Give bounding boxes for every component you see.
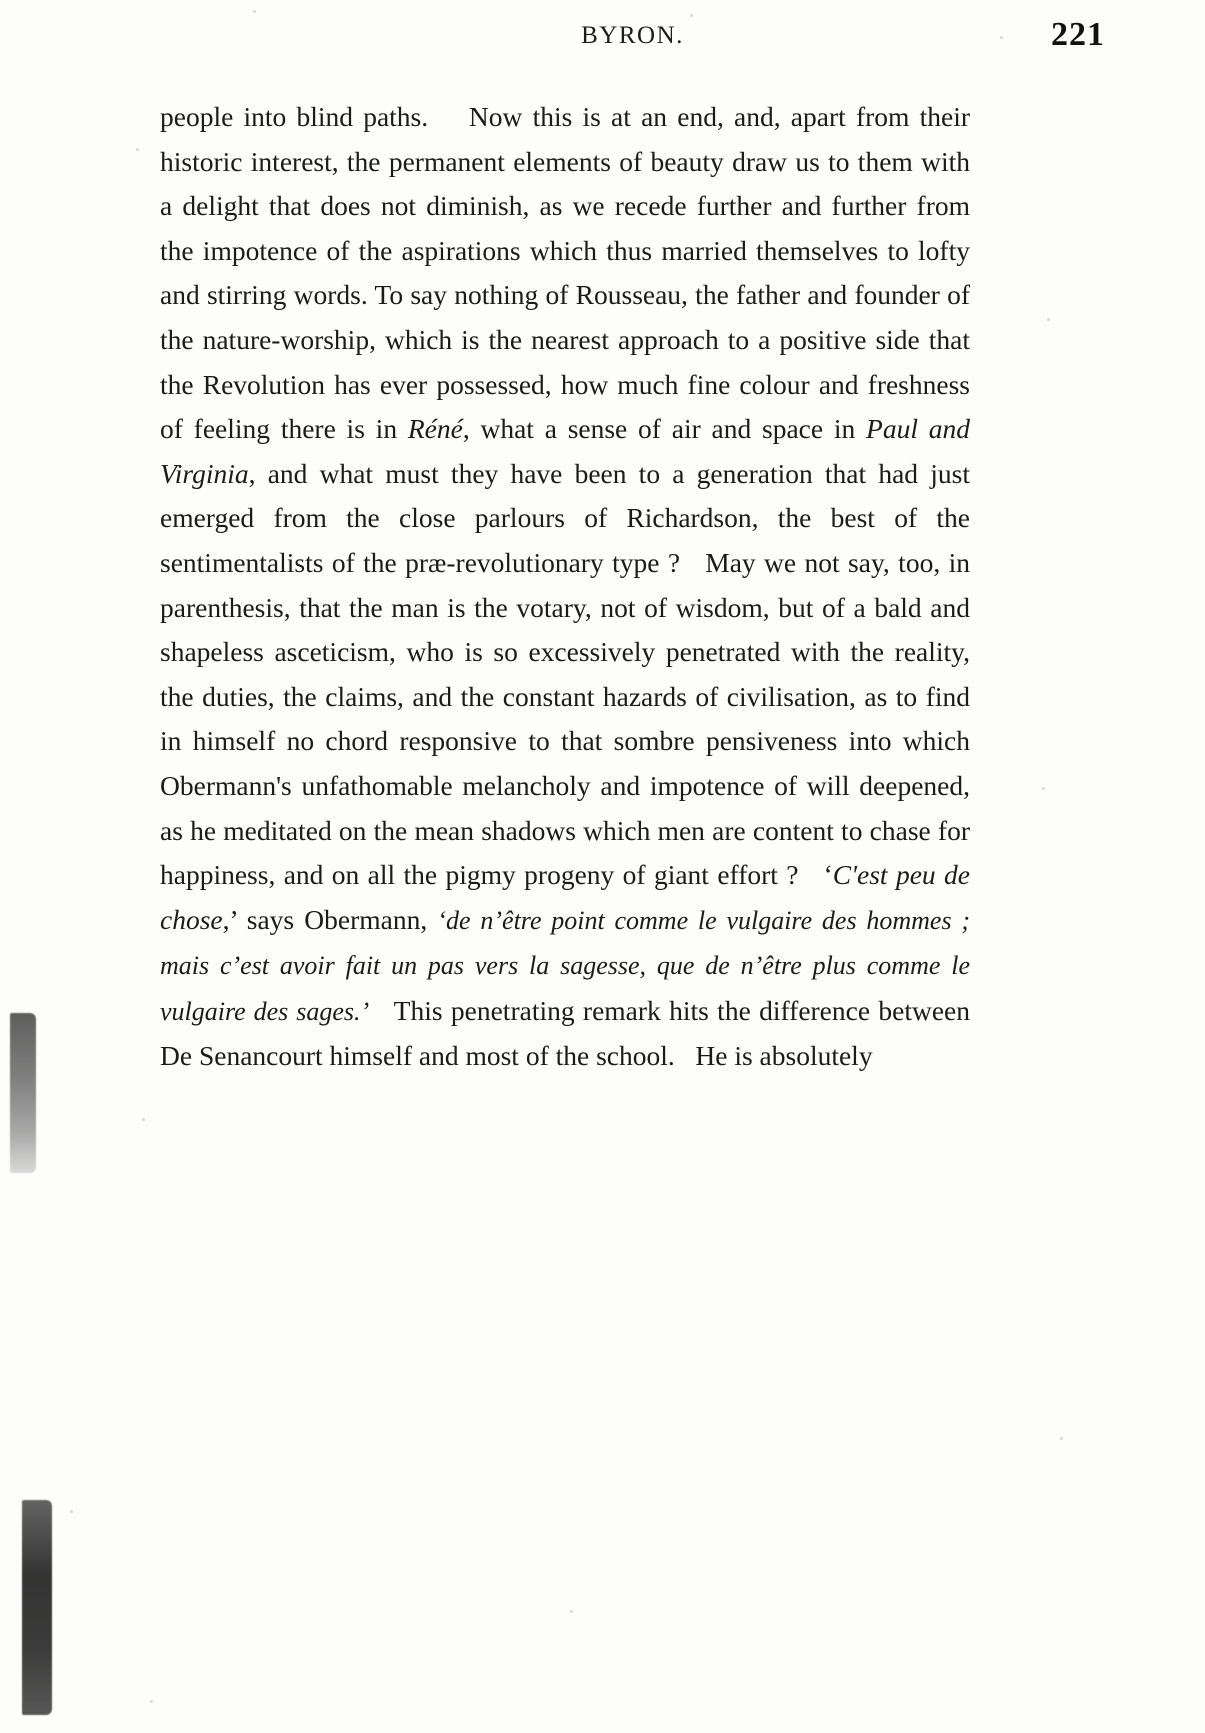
page-edge-smudge-bottom [22, 1500, 52, 1715]
paper-speckle [1060, 1437, 1063, 1440]
page-number: 221 [1051, 16, 1105, 53]
paper-speckle [142, 1118, 145, 1121]
paper-speckle [136, 148, 139, 151]
paper-speckle [253, 10, 256, 13]
paper-speckle [1047, 318, 1050, 321]
paper-speckle [70, 1510, 73, 1513]
body-text [160, 95, 970, 1079]
paper-speckle [150, 1700, 153, 1703]
page-edge-smudge-top [10, 1013, 36, 1173]
paper-speckle [690, 14, 693, 17]
paper-speckle [1042, 787, 1045, 790]
running-title: BYRON. [581, 22, 684, 49]
paragraph: people into blind paths. Now this is at an end, and, apart from their historic interest, the permanent elements of beauty draw us to them with a delight that does not diminish, as we recede further and further from the impotence of the aspirations which thus married themselves to lofty and stirring words. To say nothing of Rousseau, the father and founder of the nature-worship, which is the nearest approach to a positive side that the Revolution has ever possessed, how much fine colour and freshness of feeling there is in Réné, what a sense of air and space in Paul and Virginia, and what must they have been to a generation that had just emerged from the close parlours of Richardson, the best of the sentimentalists of the præ-revolutionary type ? May we not say, too, in parenthesis, that the man is the votary, not of wisdom, but of a bald and shapeless asceticism, who is so excessively penetrated with the reality, the duties, the claims, and the constant hazards of civilisation, as to find in himself no chord responsive to that sombre pensiveness into which Obermann's unfathomable melancholy and impotence of will deepened, as he meditated on the mean shadows which men are content to chase for happiness, and on all the pigmy progeny of giant effort ? ‘C'est peu de chose,’ says Obermann, ‘de n’être point comme le vulgaire des hommes ; mais c’est avoir fait un pas vers la sagesse, que de n’être plus comme le vulgaire des sages.’ This penetrating remark hits the difference between De Senancourt himself and most of the school. He is absolutely [160, 101, 970, 1072]
page-header [160, 16, 1105, 70]
paper-speckle [570, 1610, 573, 1613]
